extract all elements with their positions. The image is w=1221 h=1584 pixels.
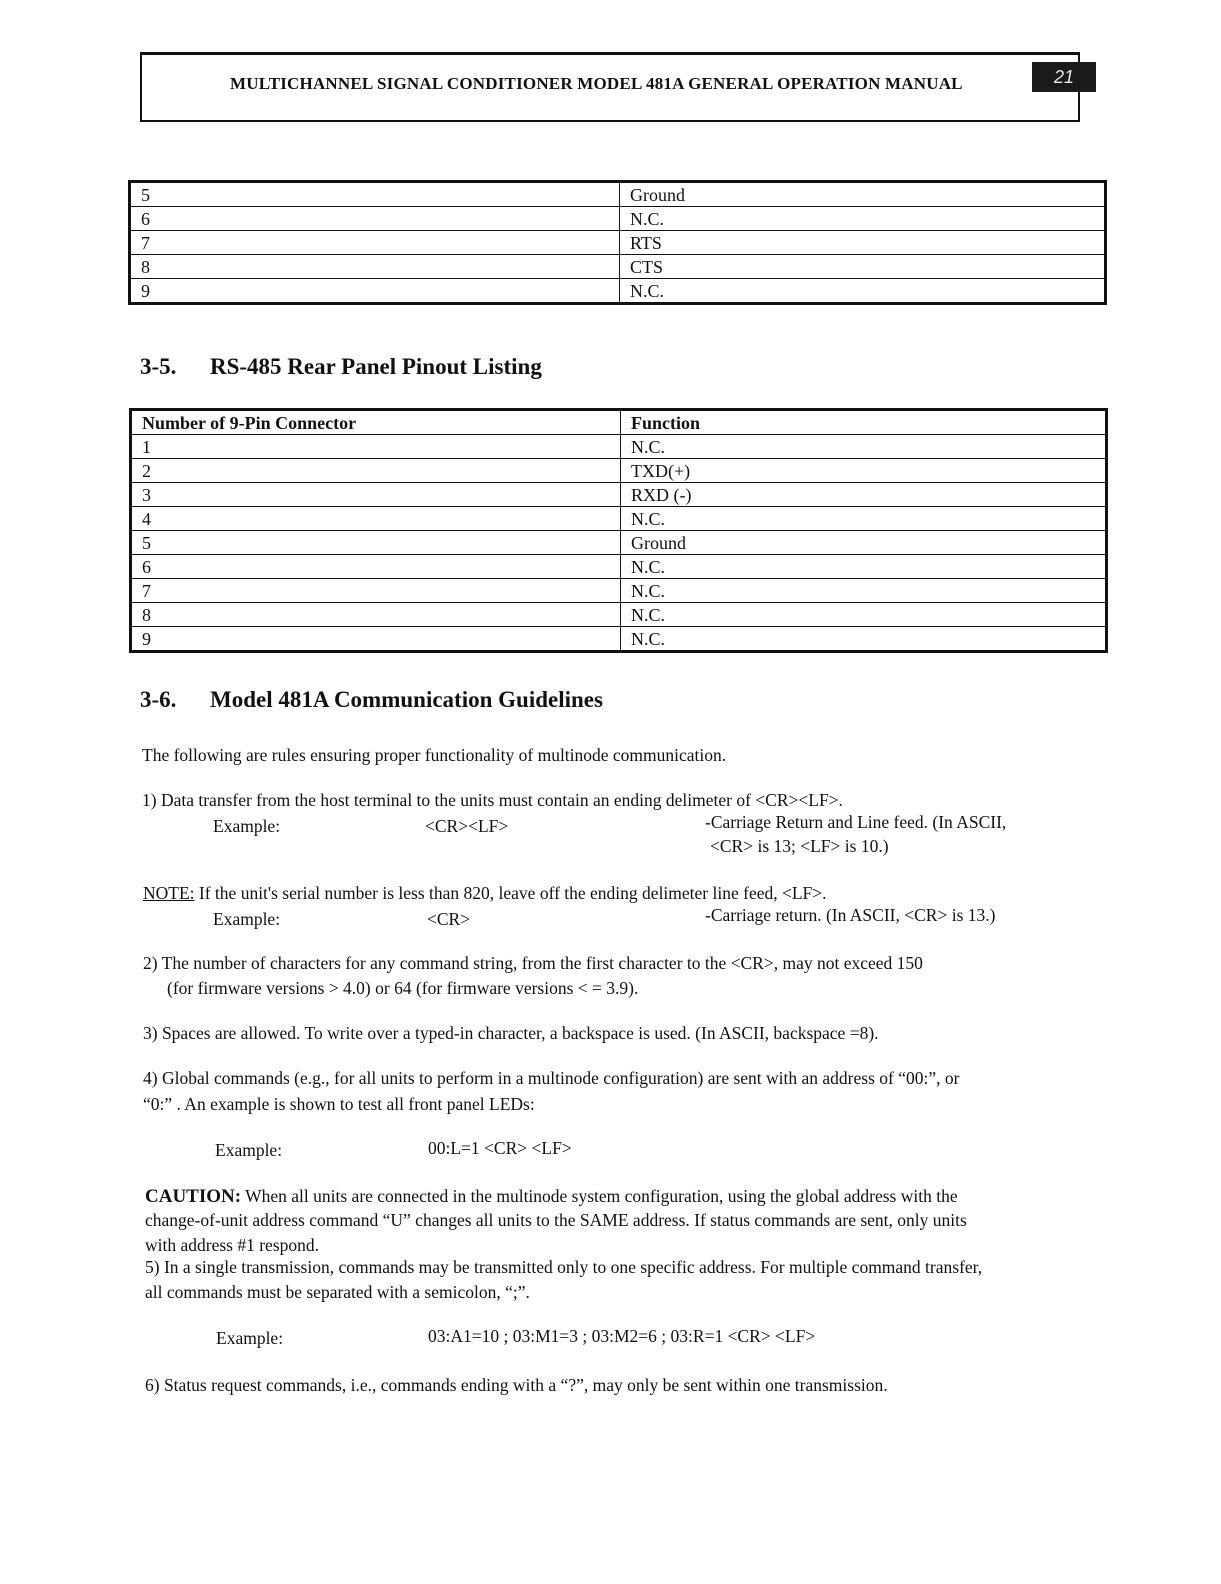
pin-number-cell: 9 (131, 627, 621, 652)
pin-function-cell: RTS (620, 231, 1106, 255)
table-row (131, 555, 1107, 579)
note-paragraph (143, 883, 827, 904)
table-row (130, 279, 1106, 304)
page-header-title: MULTICHANNEL SIGNAL CONDITIONER MODEL 481A GENERAL OPERATION MANUAL (230, 74, 963, 93)
column-header: Function (621, 410, 1107, 435)
rule-3: 3) Spaces are allowed. To write over a typed-in character, a backspace is used. (In ASCII, backspace =8). (143, 1023, 879, 1043)
pin-function-cell: N.C. (620, 279, 1106, 304)
intro-paragraph: The following are rules ensuring proper functionality of multinode communication. (142, 745, 727, 765)
pin-function-cell: TXD(+) (621, 459, 1107, 483)
pin-function-cell: Ground (621, 531, 1107, 555)
pin-number-cell: 3 (131, 483, 621, 507)
table-row (131, 483, 1107, 507)
pin-number-cell: 8 (130, 255, 620, 279)
table-row (131, 627, 1107, 652)
table-row (131, 531, 1107, 555)
example-description: -Carriage return. (In ASCII, <CR> is 13.) (705, 905, 996, 925)
pin-function-cell: N.C. (621, 435, 1107, 459)
example-label: Example: (213, 909, 281, 929)
section-3-5-heading (140, 354, 542, 380)
example-code: 03:A1=10 ; 03:M1=3 ; 03:M2=6 ; 03:R=1 <CR> <LF> (428, 1326, 816, 1346)
table-row (130, 207, 1106, 231)
pin-function-cell: N.C. (621, 507, 1107, 531)
rule-5-continued: all commands must be separated with a semicolon, “;”. (145, 1282, 530, 1302)
rule-2-continued: (for firmware versions > 4.0) or 64 (for firmware versions < = 3.9). (167, 978, 639, 998)
pin-function-cell: N.C. (621, 627, 1107, 652)
pin-number-cell: 7 (131, 579, 621, 603)
caution-label: CAUTION: (145, 1186, 242, 1207)
section-number: 3-5. (140, 354, 177, 379)
table-row (131, 603, 1107, 627)
pin-function-cell: N.C. (620, 207, 1106, 231)
note-label: NOTE: (143, 883, 195, 903)
rule-6: 6) Status request commands, i.e., commands ending with a “?”, may only be sent within one transmission. (145, 1375, 888, 1395)
caution-continued: change-of-unit address command “U” changes all units to the SAME address. If status commands are sent, only units (145, 1210, 967, 1230)
section-title: Model 481A Communication Guidelines (210, 687, 603, 712)
table-header-row (131, 410, 1107, 435)
table-row (131, 507, 1107, 531)
example-label: Example: (213, 816, 281, 836)
table-row (130, 255, 1106, 279)
column-header: Number of 9-Pin Connector (131, 410, 621, 435)
table-row (131, 579, 1107, 603)
rule-1: 1) Data transfer from the host terminal to the units must contain an ending delimeter of <CR><LF>. (142, 790, 843, 810)
pin-number-cell: 1 (131, 435, 621, 459)
pin-number-cell: 7 (130, 231, 620, 255)
pin-number-cell: 9 (130, 279, 620, 304)
rule-2: 2) The number of characters for any command string, from the first character to the <CR>, may not exceed 150 (143, 953, 923, 973)
example-label: Example: (216, 1328, 284, 1348)
pin-number-cell: 6 (130, 207, 620, 231)
example-code: 00:L=1 <CR> <LF> (428, 1138, 572, 1158)
pin-number-cell: 5 (131, 531, 621, 555)
table-row (130, 231, 1106, 255)
section-number: 3-6. (140, 687, 177, 712)
example-description: -Carriage Return and Line feed. (In ASCII, (705, 812, 1007, 832)
rs232-pinout-table-continued (128, 180, 1107, 305)
pin-function-cell: RXD (-) (621, 483, 1107, 507)
caution-text: When all units are connected in the multinode system configuration, using the global address with the (241, 1186, 958, 1206)
pin-function-cell: Ground (620, 182, 1106, 207)
pin-function-cell: N.C. (621, 555, 1107, 579)
pin-function-cell: N.C. (621, 603, 1107, 627)
pin-number-cell: 8 (131, 603, 621, 627)
page-number-badge: 21 (1032, 62, 1096, 92)
pin-function-cell: N.C. (621, 579, 1107, 603)
example-description: <CR> is 13; <LF> is 10.) (710, 836, 889, 856)
caution-paragraph (145, 1186, 958, 1208)
rule-4-continued: “0:” . An example is shown to test all front panel LEDs: (143, 1094, 535, 1114)
table-row (131, 459, 1107, 483)
table-row (130, 182, 1106, 207)
rule-4: 4) Global commands (e.g., for all units to perform in a multinode configuration) are sent with an address of “00:”, or (143, 1068, 960, 1088)
pin-function-cell: CTS (620, 255, 1106, 279)
caution-continued: with address #1 respond. (145, 1235, 320, 1255)
pin-number-cell: 4 (131, 507, 621, 531)
pin-number-cell: 5 (130, 182, 620, 207)
rule-5: 5) In a single transmission, commands may be transmitted only to one specific address. For multiple command transfer, (145, 1257, 983, 1277)
table-row (131, 435, 1107, 459)
section-3-6-heading (140, 687, 603, 713)
rs485-pinout-table (129, 408, 1108, 653)
example-code: <CR> (427, 909, 471, 929)
example-label: Example: (215, 1140, 283, 1160)
example-code: <CR><LF> (425, 816, 509, 836)
section-title: RS-485 Rear Panel Pinout Listing (210, 354, 542, 379)
pin-number-cell: 2 (131, 459, 621, 483)
note-text: If the unit's serial number is less than 820, leave off the ending delimeter line feed, <LF>. (194, 883, 827, 903)
pin-number-cell: 6 (131, 555, 621, 579)
